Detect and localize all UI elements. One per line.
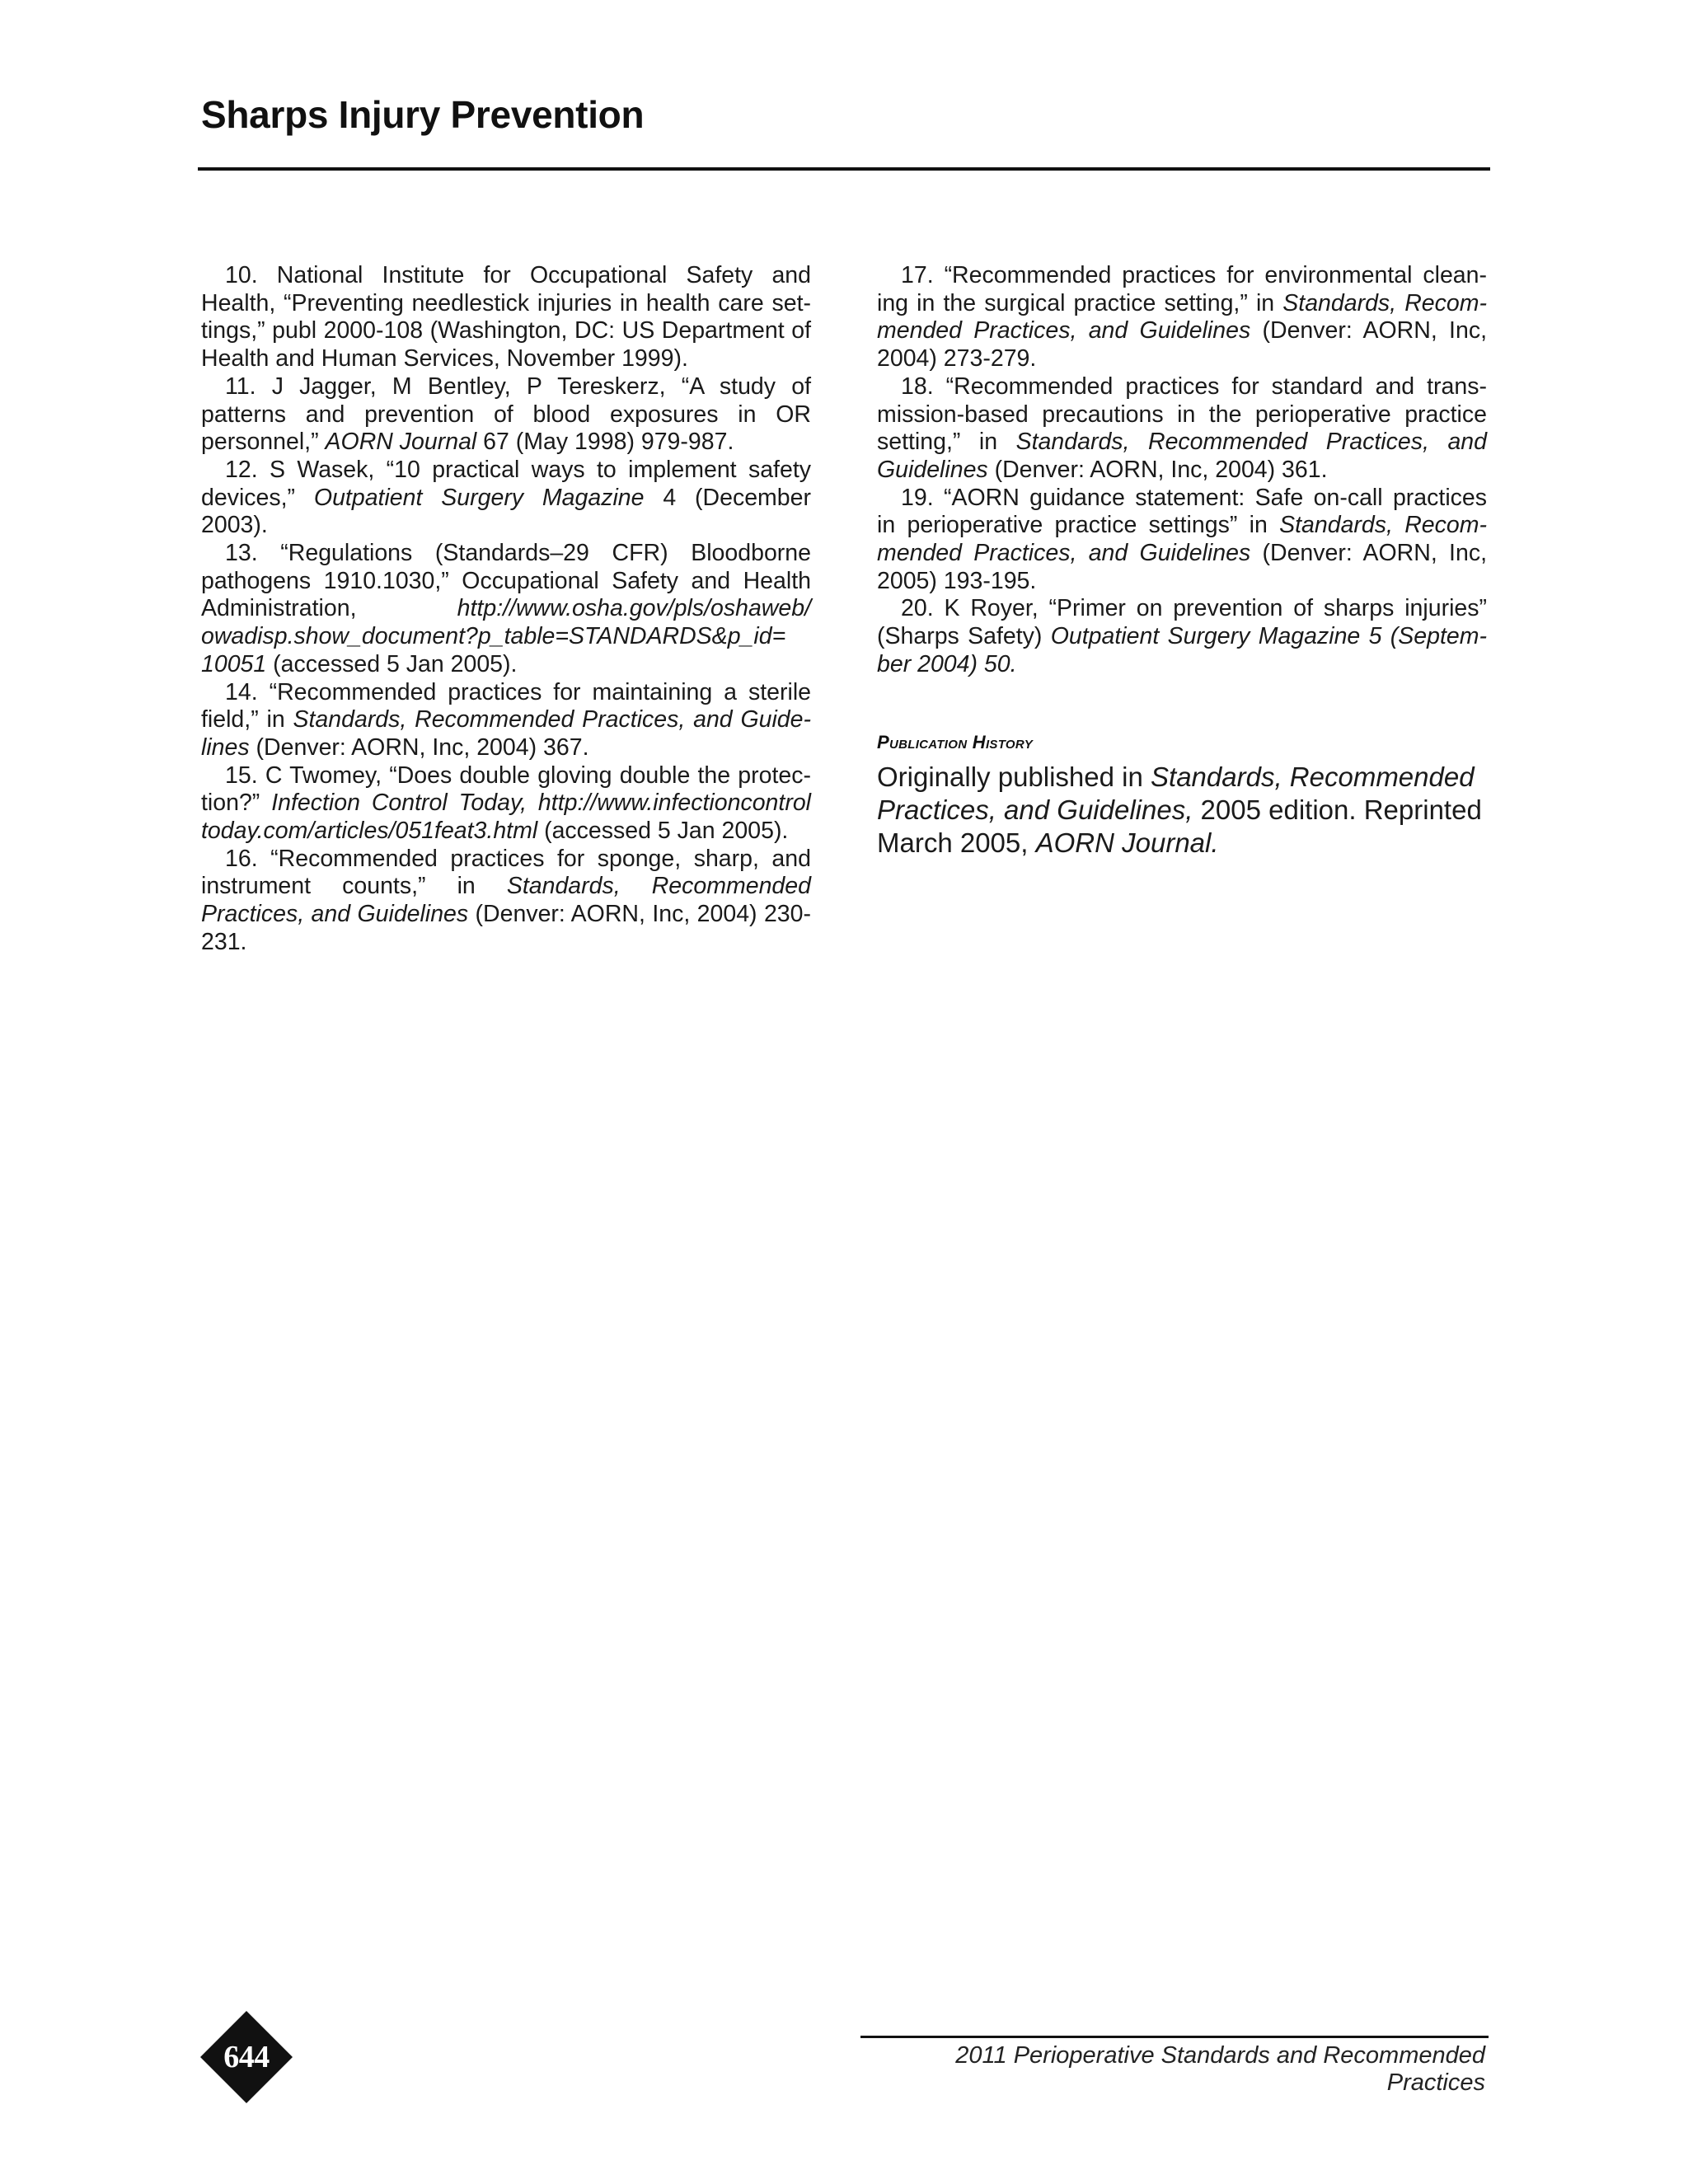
reference-number: 13. [225, 540, 281, 567]
text-run: (Denver: AORN, Inc, 2005) 193-195. [877, 540, 1487, 594]
reference-item [201, 540, 811, 679]
reference-item [201, 846, 811, 957]
italic-text: Outpatient Surgery Magazine 5 (Septem-ber 2004) 50. [877, 623, 1487, 677]
text-run: (Denver: AORN, Inc, 2004) 230-231. [201, 901, 811, 955]
italic-text: Infection Control Today, http://www.infectioncontrol today.com/articles/051feat3.html [201, 790, 811, 845]
header-rule [198, 167, 1490, 171]
text-run: K Royer, “Primer on prevention of sharps injuries” (Sharps Safety) [877, 595, 1487, 650]
reference-item [201, 457, 811, 540]
reference-item [201, 679, 811, 762]
text-run: 4 (December 2003). [201, 484, 811, 539]
text-run: “Recommended practices for standard and trans-mission-based precautions in the perioperative practice setting,” in [877, 373, 1487, 456]
reference-number: 15. [225, 762, 265, 789]
publication-history-text [877, 761, 1487, 860]
page-title: Sharps Injury Prevention [201, 93, 645, 136]
italic-text: http://www.osha.gov/pls/oshaweb/ owadisp.show_document?p_table=STANDARDS&p_id= 10051 [201, 595, 811, 677]
reference-number: 10. [225, 262, 277, 288]
text-run: S Wasek, “10 practical ways to implement safety devices,” [201, 456, 811, 511]
italic-text: Standards, Recom-mended Practices, and Guidelines [877, 512, 1487, 567]
reference-item [877, 595, 1487, 678]
publication-history-heading: Publication History [877, 731, 1034, 752]
reference-number: 20. [901, 595, 945, 622]
italic-text: Standards, Recom-mended Practices, and Guidelines [877, 289, 1487, 344]
italic-text: Standards, Recommended Practices, and Guidelines, [877, 762, 1475, 826]
reference-number: 18. [901, 373, 946, 400]
text-run: 67 (May 1998) 979-987. [476, 429, 734, 456]
text-run: Originally published in [877, 762, 1151, 793]
italic-text: Outpatient Surgery Magazine [313, 484, 645, 511]
italic-text: Standards, Recommended Practices, and Guidelines [201, 873, 811, 928]
text-run: 2005 edition. Reprinted March 2005, [877, 794, 1482, 859]
references-right-column [877, 262, 1487, 860]
reference-item [877, 485, 1487, 596]
references-left-column [201, 262, 811, 957]
reference-number: 19. [901, 484, 944, 511]
italic-text: AORN Journal [325, 429, 477, 456]
text-run: (accessed 5 Jan 2005). [537, 818, 789, 845]
references-right-list [877, 262, 1487, 679]
reference-number: 17. [901, 262, 945, 288]
reference-item [201, 762, 811, 846]
text-run: “AORN guidance statement: Safe on-call practices in perioperative practice settings” in [877, 484, 1487, 539]
text-run: “Recommended practices for maintaining a sterile field,” in [201, 678, 811, 733]
text-run: “Recommended practices for environmental clean-ing in the surgical practice setting,” in [877, 262, 1487, 316]
text-run: “Regulations (Standards–29 CFR) Bloodborne pathogens 1910.1030,” Occupational Safety and Health Administration, [201, 540, 811, 622]
italic-text: Standards, Recommended Practices, and Guidelines [877, 429, 1487, 483]
reference-item [201, 262, 811, 373]
text-run: National Institute for Occupational Safety and Health, “Preventing needlestick injuries in health care set-tings,” publ 2000-108 (Washington, DC: US Department of Health and Human Services, November 1999). [201, 262, 811, 373]
text-run: J Jagger, M Bentley, P Tereskerz, “A study of patterns and prevention of blood exposures in OR personnel,” [201, 373, 811, 456]
reference-item [201, 373, 811, 457]
reference-item [877, 262, 1487, 373]
page-number: 644 [223, 2040, 270, 2074]
reference-number: 11. [225, 373, 272, 400]
text-run: C Twomey, “Does double gloving double the protec-tion?” [201, 762, 812, 817]
text-run: (Denver: AORN, Inc, 2004) 367. [249, 733, 589, 761]
text-run: (Denver: AORN, Inc, 2004) 361. [987, 456, 1328, 483]
reference-number: 12. [225, 456, 270, 483]
italic-text: AORN Journal. [1035, 827, 1219, 859]
reference-number: 16. [225, 845, 271, 872]
italic-text: Standards, Recommended Practices, and Guide-lines [201, 706, 811, 761]
footer-rule [860, 2036, 1489, 2038]
reference-number: 14. [225, 678, 270, 705]
footer-publication: 2011 Perioperative Standards and Recommended Practices [955, 2042, 1485, 2096]
reference-item [877, 373, 1487, 485]
text-run: (Denver: AORN, Inc, 2004) 273-279. [877, 317, 1487, 373]
text-run: “Recommended practices for sponge, sharp, and instrument counts,” in [201, 845, 811, 900]
text-run: (accessed 5 Jan 2005). [266, 650, 518, 677]
